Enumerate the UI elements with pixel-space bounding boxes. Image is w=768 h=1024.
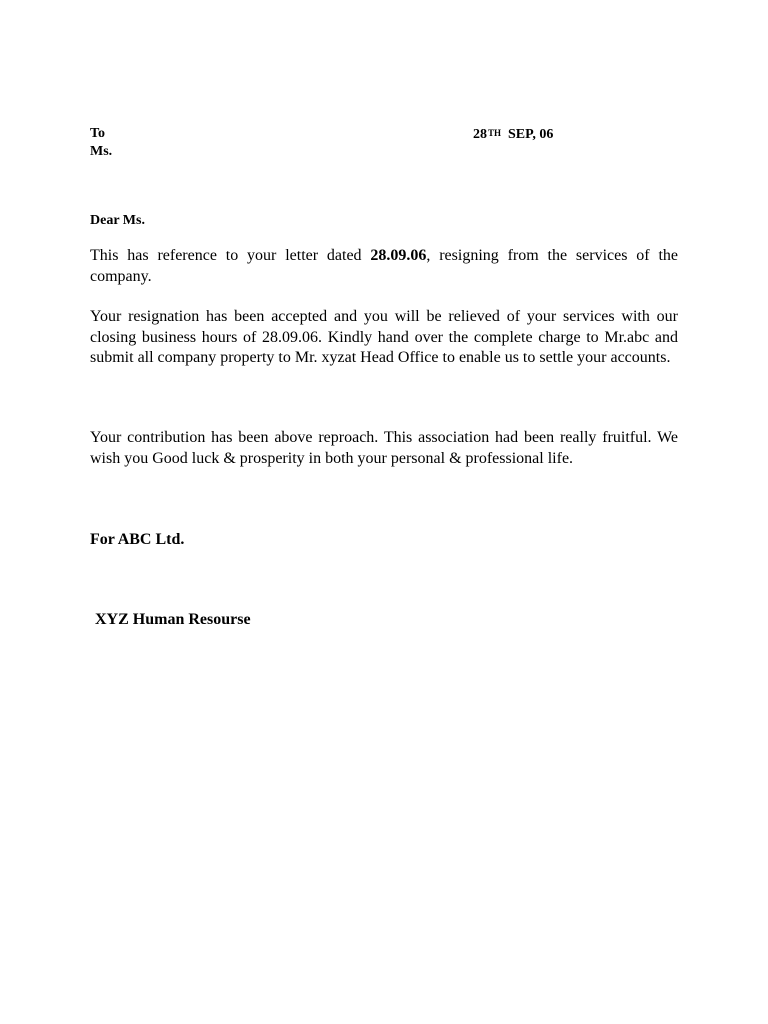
- paragraph-reference-end: , resigning from the services of the company.: [90, 247, 678, 285]
- salutation: Dear Ms.: [90, 213, 145, 228]
- paragraph-acceptance: Your resignation has been accepted and you will be relieved of your services with our closing business hours of 28.09.06. Kindly hand over the complete charge to Mr.abc and submit all company property to Mr. xyzat Head Office to enable us to settle your accounts.: [90, 308, 678, 366]
- date-day-suffix: TH: [488, 128, 502, 138]
- recipient-name: Ms.: [90, 144, 113, 159]
- to-label: To: [90, 126, 106, 141]
- letter-date: [473, 126, 553, 144]
- signatory: XYZ Human Resourse: [95, 611, 251, 628]
- date-day: 28: [473, 127, 487, 142]
- resignation-letter-date: 28.09.06: [370, 247, 427, 264]
- paragraph-reference-start: This has reference to your letter dated: [90, 247, 371, 264]
- date-month-year: SEP, 06: [508, 127, 554, 142]
- paragraph-reference: [90, 246, 678, 287]
- sign-off: For ABC Ltd.: [90, 531, 185, 548]
- paragraph-appreciation: Your contribution has been above reproach. This association had been really fruitful. We wish you Good luck & prosperity in both your personal & professional life.: [90, 429, 678, 467]
